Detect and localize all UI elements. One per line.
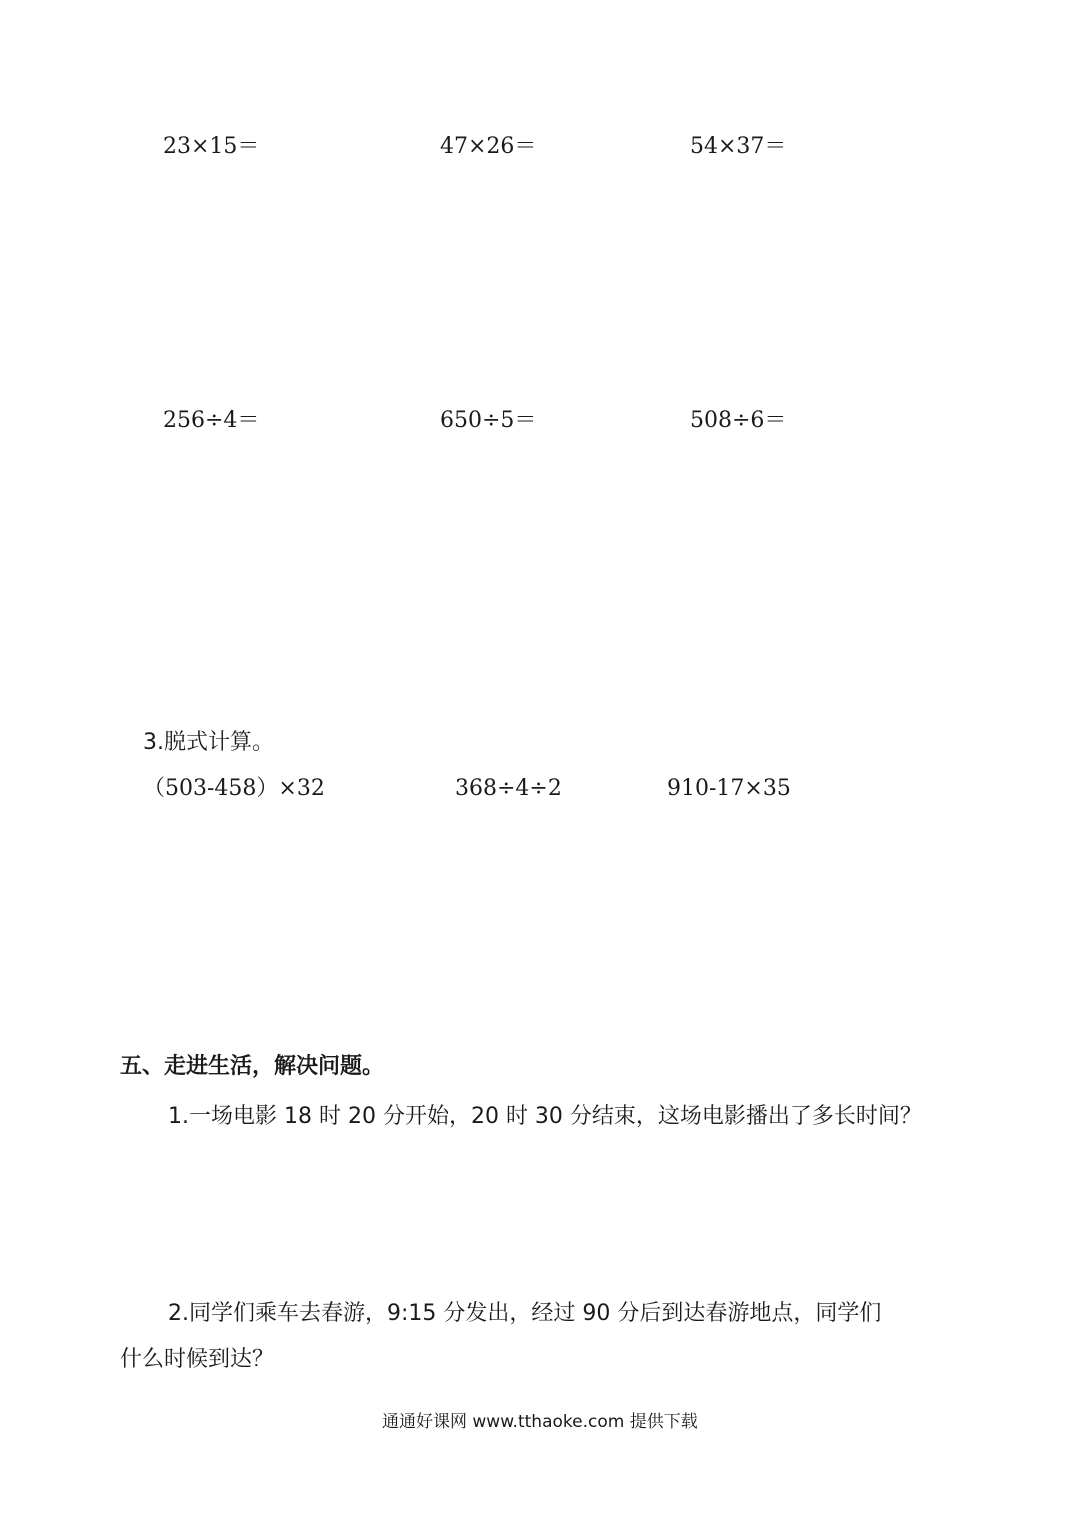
expr-div-2: 650÷5＝ <box>440 408 537 433</box>
section3-title: 3.脱式计算。 <box>143 730 274 755</box>
question-2-line-2: 什么时候到达？ <box>120 1347 275 1372</box>
expr-mult-1: 23×15＝ <box>163 134 260 159</box>
expr-div-1: 256÷4＝ <box>163 408 260 433</box>
section5-title: 五、走进生活，解决问题。 <box>120 1054 385 1079</box>
question-1: 1.一场电影 18 时 20 分开始，20 时 30 分结束，这场电影播出了多长时间？ <box>168 1104 922 1129</box>
expr-mult-3: 54×37＝ <box>690 134 787 159</box>
expr-mult-2: 47×26＝ <box>440 134 537 159</box>
expr-div-3: 508÷6＝ <box>690 408 787 433</box>
question-2-line-1: 2.同学们乘车去春游，9:15 分发出，经过 90 分后到达春游地点，同学们 <box>168 1301 882 1326</box>
section3-expr-2: 368÷4÷2 <box>455 776 562 801</box>
section3-expr-1: （503-458）×32 <box>143 776 325 801</box>
section3-expr-3: 910-17×35 <box>667 776 791 801</box>
page-footer: 通通好课网 www.tthaoke.com 提供下载 <box>382 1412 698 1432</box>
